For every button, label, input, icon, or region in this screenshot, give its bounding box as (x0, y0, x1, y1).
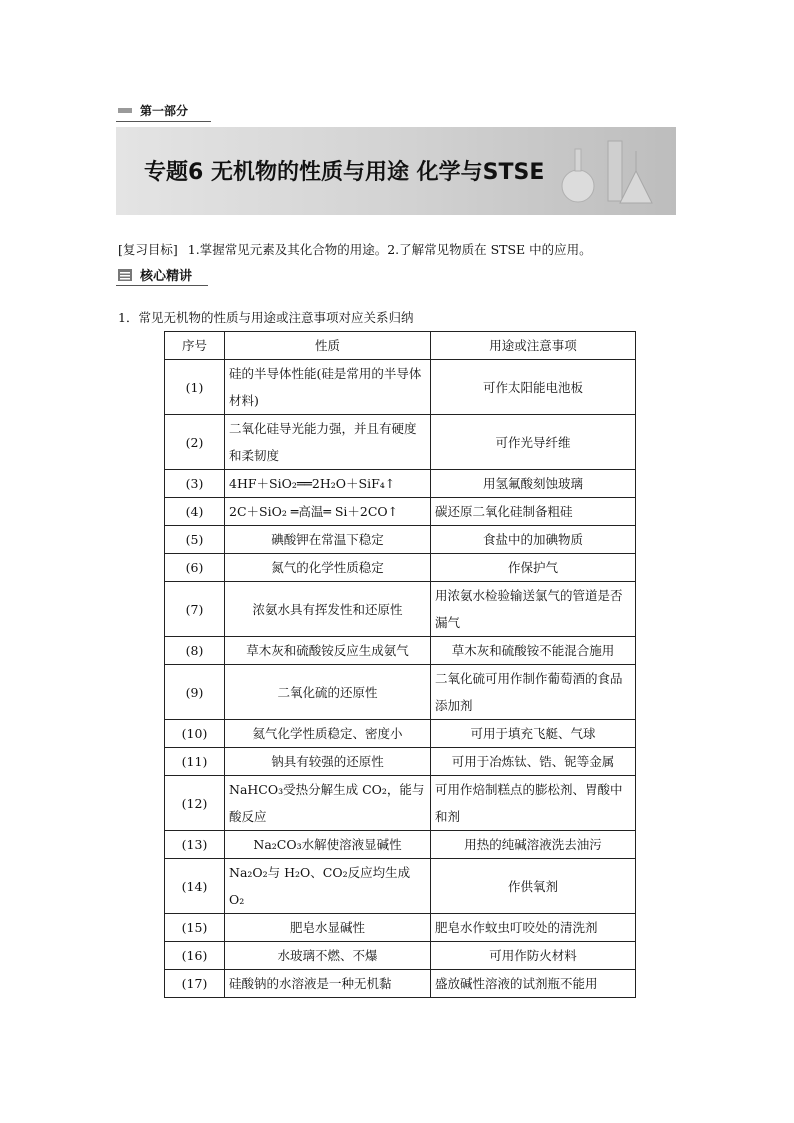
item-title: 1．常见无机物的性质与用途或注意事项对应关系归纳 (118, 310, 414, 325)
row-property: 氦气化学性质稳定、密度小 (225, 720, 431, 748)
goal-label: [复习目标] (118, 242, 178, 257)
properties-table (164, 331, 636, 998)
table-row (165, 776, 636, 831)
table-row (165, 831, 636, 859)
row-property: 水玻璃不燃、不爆 (225, 942, 431, 970)
review-goal (118, 240, 592, 258)
row-use: 可用于冶炼钛、锆、铌等金属 (431, 748, 636, 776)
row-use: 草木灰和硫酸铵不能混合施用 (431, 637, 636, 665)
row-use: 肥皂水作蚊虫叮咬处的清洗剂 (431, 914, 636, 942)
row-property: 氮气的化学性质稳定 (225, 554, 431, 582)
row-no: (17) (165, 970, 225, 998)
row-use: 食盐中的加碘物质 (431, 526, 636, 554)
row-property: 二氧化硫的还原性 (225, 665, 431, 720)
goal-text: 1.掌握常见元素及其化合物的用途。2.了解常见物质在 STSE 中的应用。 (187, 242, 592, 257)
table-row (165, 970, 636, 998)
row-property: 硅酸钠的水溶液是一种无机黏 (225, 970, 431, 998)
table-row (165, 360, 636, 415)
row-use: 用热的纯碱溶液洗去油污 (431, 831, 636, 859)
row-use: 二氧化硫可用作制作葡萄酒的食品添加剂 (431, 665, 636, 720)
row-use: 作保护气 (431, 554, 636, 582)
row-property: 4HF＋SiO₂══2H₂O＋SiF₄↑ (225, 470, 431, 498)
table-row (165, 720, 636, 748)
row-no: (14) (165, 859, 225, 914)
row-no: (9) (165, 665, 225, 720)
row-property: 二氧化硅导光能力强，并且有硬度和柔韧度 (225, 415, 431, 470)
row-no: (15) (165, 914, 225, 942)
row-no: (4) (165, 498, 225, 526)
row-no: (5) (165, 526, 225, 554)
row-property: Na₂CO₃水解使溶液显碱性 (225, 831, 431, 859)
row-no: (11) (165, 748, 225, 776)
table-row (165, 665, 636, 720)
row-no: (10) (165, 720, 225, 748)
row-property: 草木灰和硫酸铵反应生成氨气 (225, 637, 431, 665)
row-use: 可用于填充飞艇、气球 (431, 720, 636, 748)
row-use: 可用作焙制糕点的膨松剂、胃酸中和剂 (431, 776, 636, 831)
row-property: 肥皂水显碱性 (225, 914, 431, 942)
section-heading (118, 265, 192, 284)
row-use: 碳还原二氧化硅制备粗硅 (431, 498, 636, 526)
part-label (118, 102, 188, 119)
row-no: (16) (165, 942, 225, 970)
row-use: 可作太阳能电池板 (431, 360, 636, 415)
row-property: 碘酸钾在常温下稳定 (225, 526, 431, 554)
row-no: (6) (165, 554, 225, 582)
row-use: 作供氧剂 (431, 859, 636, 914)
part-bar-icon (118, 108, 132, 113)
title-banner (116, 127, 676, 215)
table-row (165, 470, 636, 498)
header-property: 性质 (225, 332, 431, 360)
table-row (165, 859, 636, 914)
row-no: (8) (165, 637, 225, 665)
row-no: (1) (165, 360, 225, 415)
header-no: 序号 (165, 332, 225, 360)
row-no: (2) (165, 415, 225, 470)
row-no: (3) (165, 470, 225, 498)
table-row (165, 914, 636, 942)
table-row (165, 942, 636, 970)
row-no: (12) (165, 776, 225, 831)
row-no: (7) (165, 582, 225, 637)
section-title: 核心精讲 (140, 269, 193, 284)
row-use: 用浓氨水检验输送氯气的管道是否漏气 (431, 582, 636, 637)
row-property: 硅的半导体性能(硅是常用的半导体材料) (225, 360, 431, 415)
table-row (165, 554, 636, 582)
row-use: 可用作防火材料 (431, 942, 636, 970)
table-row (165, 637, 636, 665)
section-divider (116, 285, 208, 286)
row-property: Na₂O₂与 H₂O、CO₂反应均生成 O₂ (225, 859, 431, 914)
row-property: 浓氨水具有挥发性和还原性 (225, 582, 431, 637)
row-property: NaHCO₃受热分解生成 CO₂，能与酸反应 (225, 776, 431, 831)
row-property: 2C＋SiO₂ ═高温═ Si＋2CO↑ (225, 498, 431, 526)
table-row (165, 582, 636, 637)
row-use: 用氢氟酸刻蚀玻璃 (431, 470, 636, 498)
part-label-text: 第一部分 (140, 104, 189, 118)
page-title: 专题6 无机物的性质与用途 化学与STSE (144, 160, 545, 185)
table-row (165, 415, 636, 470)
row-no: (13) (165, 831, 225, 859)
table-row (165, 748, 636, 776)
header-use: 用途或注意事项 (431, 332, 636, 360)
table-header-row (165, 332, 636, 360)
flask-icon (548, 131, 668, 211)
table-row (165, 498, 636, 526)
part-divider (116, 121, 211, 122)
row-use: 盛放碱性溶液的试剂瓶不能用 (431, 970, 636, 998)
row-property: 钠具有较强的还原性 (225, 748, 431, 776)
row-use: 可作光导纤维 (431, 415, 636, 470)
table-row (165, 526, 636, 554)
book-icon (118, 269, 132, 281)
